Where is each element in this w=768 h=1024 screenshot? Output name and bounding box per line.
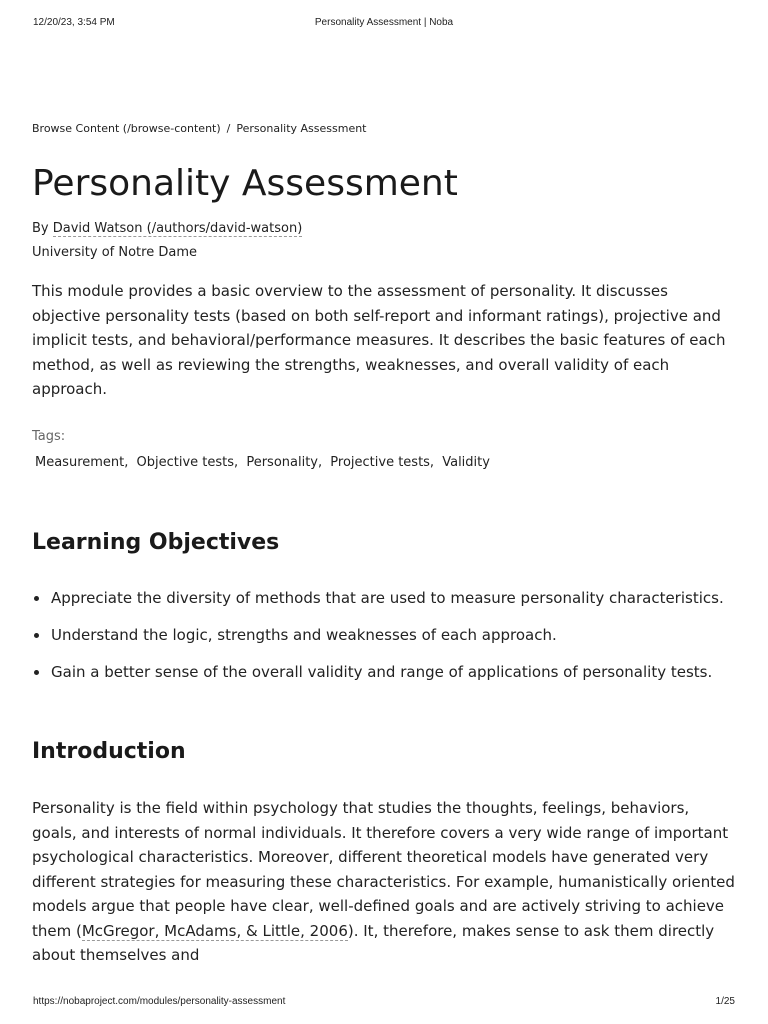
citation-link[interactable]: McGregor, McAdams, & Little, 2006 (81, 921, 348, 940)
breadcrumb (32, 122, 367, 135)
breadcrumb-link-browse-content[interactable]: Browse Content (/browse-content) (32, 122, 221, 135)
introduction-paragraph (32, 796, 737, 968)
print-datetime: 12/20/23, 3:54 PM (33, 17, 115, 28)
tag-link-personality[interactable]: Personality, (246, 455, 323, 470)
tag-link-measurement[interactable]: Measurement, (35, 455, 129, 470)
byline-prefix: By (32, 221, 49, 236)
breadcrumb-separator: / (226, 122, 231, 135)
intro-text-continued: ). It, therefore, makes sense to ask them directly about themselves and (32, 921, 715, 964)
print-title: Personality Assessment | Noba (314, 17, 454, 28)
tag-link-objective-tests[interactable]: Objective tests, (136, 455, 239, 470)
byline (32, 221, 302, 236)
tags-label: Tags: (32, 429, 66, 444)
author-link[interactable]: David Watson (/authors/david-watson) (52, 221, 303, 236)
list-item: Appreciate the diversity of methods that are used to measure personality characteristics. (32, 588, 724, 625)
print-url: https://nobaproject.com/modules/personality-assessment (33, 996, 286, 1007)
tag-link-projective-tests[interactable]: Projective tests, (330, 455, 435, 470)
author-affiliation: University of Notre Dame (32, 245, 197, 260)
page-title: Personality Assessment (32, 163, 458, 204)
list-item: Understand the logic, strengths and weaknesses of each approach. (32, 625, 724, 662)
introduction-heading: Introduction (32, 739, 186, 764)
page-number: 1/25 (715, 996, 735, 1007)
learning-objectives-heading: Learning Objectives (32, 530, 280, 555)
learning-objectives-list (32, 588, 724, 699)
tag-list (35, 455, 494, 470)
module-abstract: This module provides a basic overview to the assessment of personality. It discusses objective personality tests (based on both self-report and informant ratings), projective and implicit tests, and behavioral/performance measures. It describes the basic features of each method, as well as reviewing the strengths, weaknesses, and overall validity of each approach. (32, 282, 726, 398)
list-item: Gain a better sense of the overall validity and range of applications of personality tests. (32, 662, 724, 699)
intro-text: Personality is the field within psychology that studies the thoughts, feelings, behaviors, goals, and interests of normal individuals. It therefore covers a very wide range of important psychological characteristics. Moreover, different theoretical models have generated very different strategies for measuring these characteristics. For example, humanistically oriented models argue that people have clear, well-defined goals and are actively striving to achieve them ( (32, 799, 735, 940)
breadcrumb-current: Personality Assessment (236, 122, 367, 135)
tag-link-validity[interactable]: Validity (442, 455, 490, 470)
